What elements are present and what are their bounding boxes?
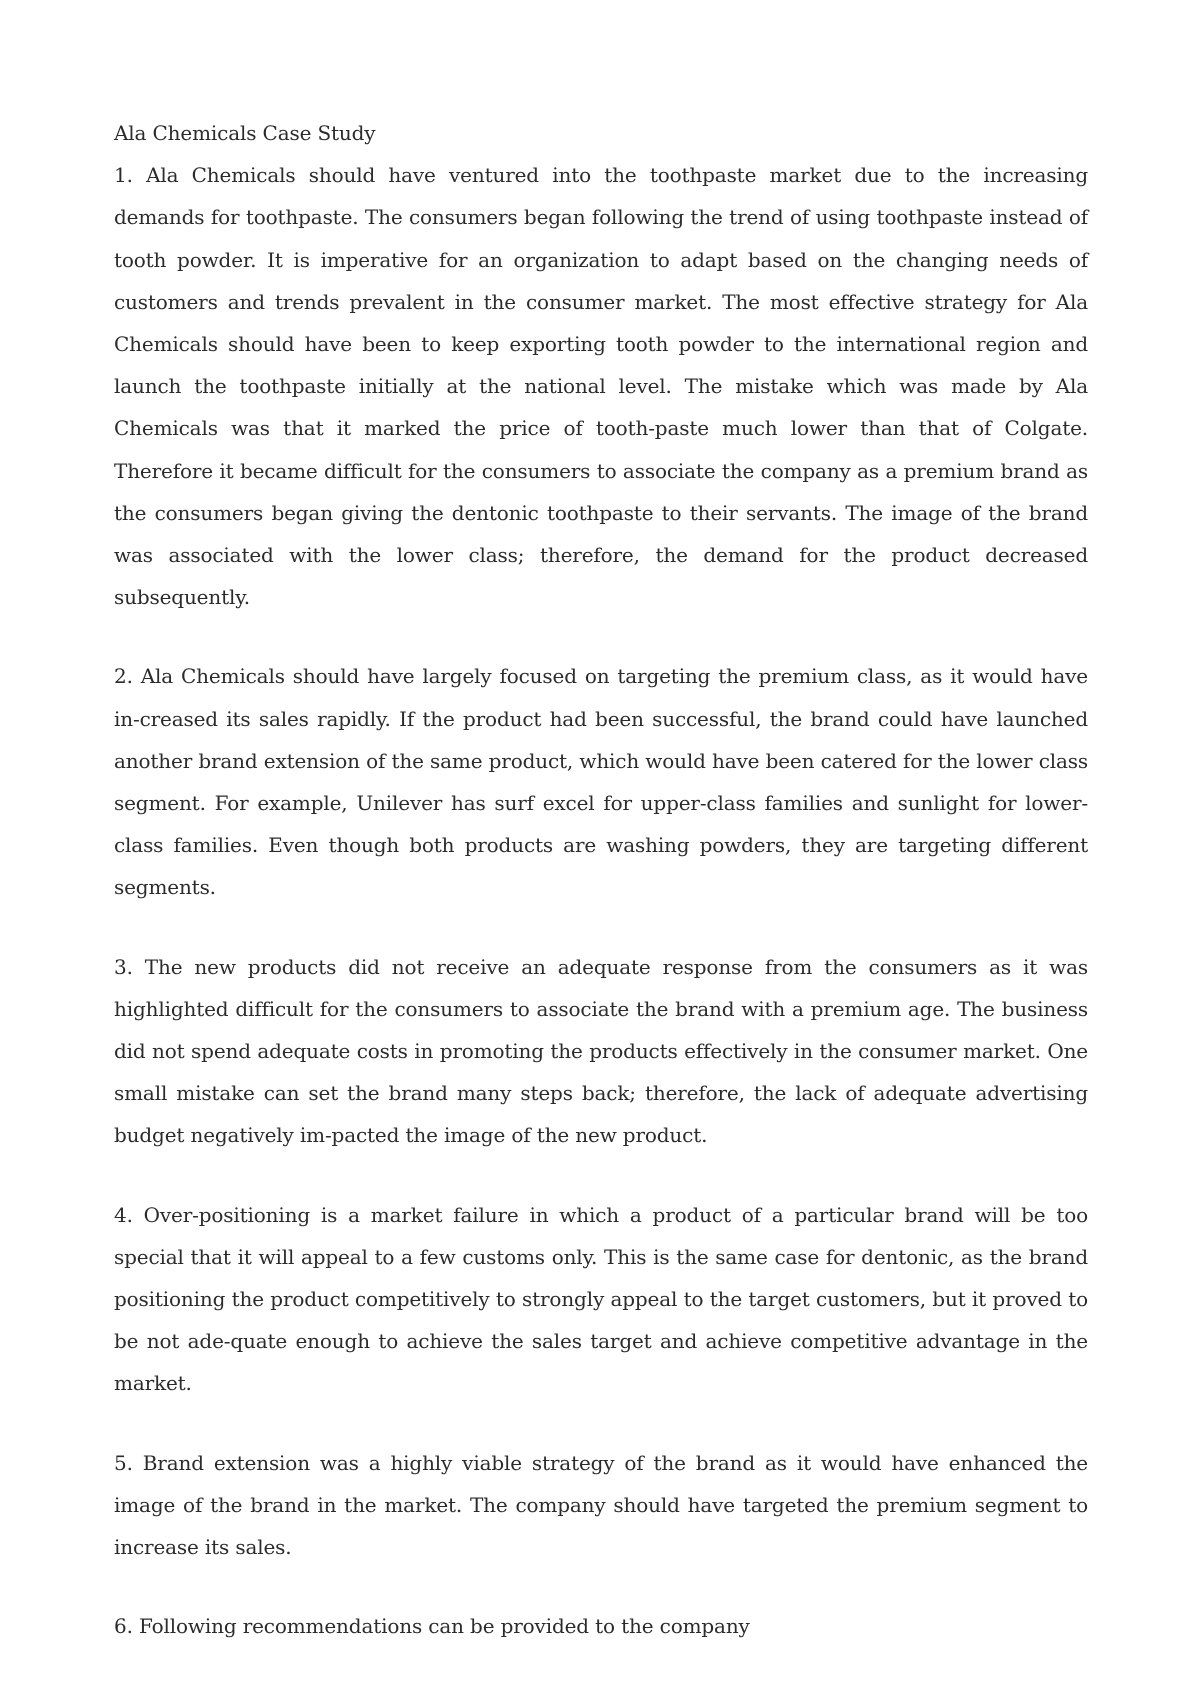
document-title: Ala Chemicals Case Study [114,121,376,145]
paragraph-3: 3. The new products did not receive an adequate response from the consumers as it was highlighted difficult for the consumers to associate the brand with a premium age. The business did not spend adequate costs in promoting the products effectively in the consumer market. One small mistake can set the brand many steps back; therefore, the lack of adequate advertising budget negatively im-pacted the image of the new product. [114,954,1088,1148]
paragraph-4: 4. Over-positioning is a market failure in which a product of a particular brand will be too special that it will appeal to a few customs only. This is the same case for dentonic, as the brand positioning the product competitively to strongly appeal to the target customers, but it proved to be not ade-quate enough to achieve the sales target and achieve competitive advantage in the market. [114,1202,1088,1396]
document-body [114,112,1088,1648]
paragraph-2: 2. Ala Chemicals should have largely focused on targeting the premium class, as it would have in-creased its sales rapidly. If the product had been successful, the brand could have launched another brand extension of the same product, which would have been catered for the lower class segment. For example, Unilever has surf excel for upper-class families and sunlight for lower-class families. Even though both products are washing powders, they are targeting different segments. [114,664,1088,900]
paragraph-6: 6. Following recommendations can be provided to the company [114,1614,750,1639]
paragraph-5: 5. Brand extension was a highly viable strategy of the brand as it would have enhanced the image of the brand in the market. The company should have targeted the premium segment to increase its sales. [114,1450,1088,1560]
paragraph-1: 1. Ala Chemicals should have ventured into the toothpaste market due to the increasing demands for toothpaste. The consumers began following the trend of using toothpaste instead of tooth powder. It is imperative for an organization to adapt based on the changing needs of customers and trends prevalent in the consumer market. The most effective strategy for Ala Chemicals should have been to keep exporting tooth powder to the international region and launch the toothpaste initially at the national level. The mistake which was made by Ala Chemicals was that it marked the price of tooth-paste much lower than that of Colgate. Therefore it became difficult for the consumers to associate the company as a premium brand as the consumers began giving the dentonic toothpaste to their servants. The image of the brand was associated with the lower class; therefore, the demand for the product decreased subsequently. [114,163,1088,610]
